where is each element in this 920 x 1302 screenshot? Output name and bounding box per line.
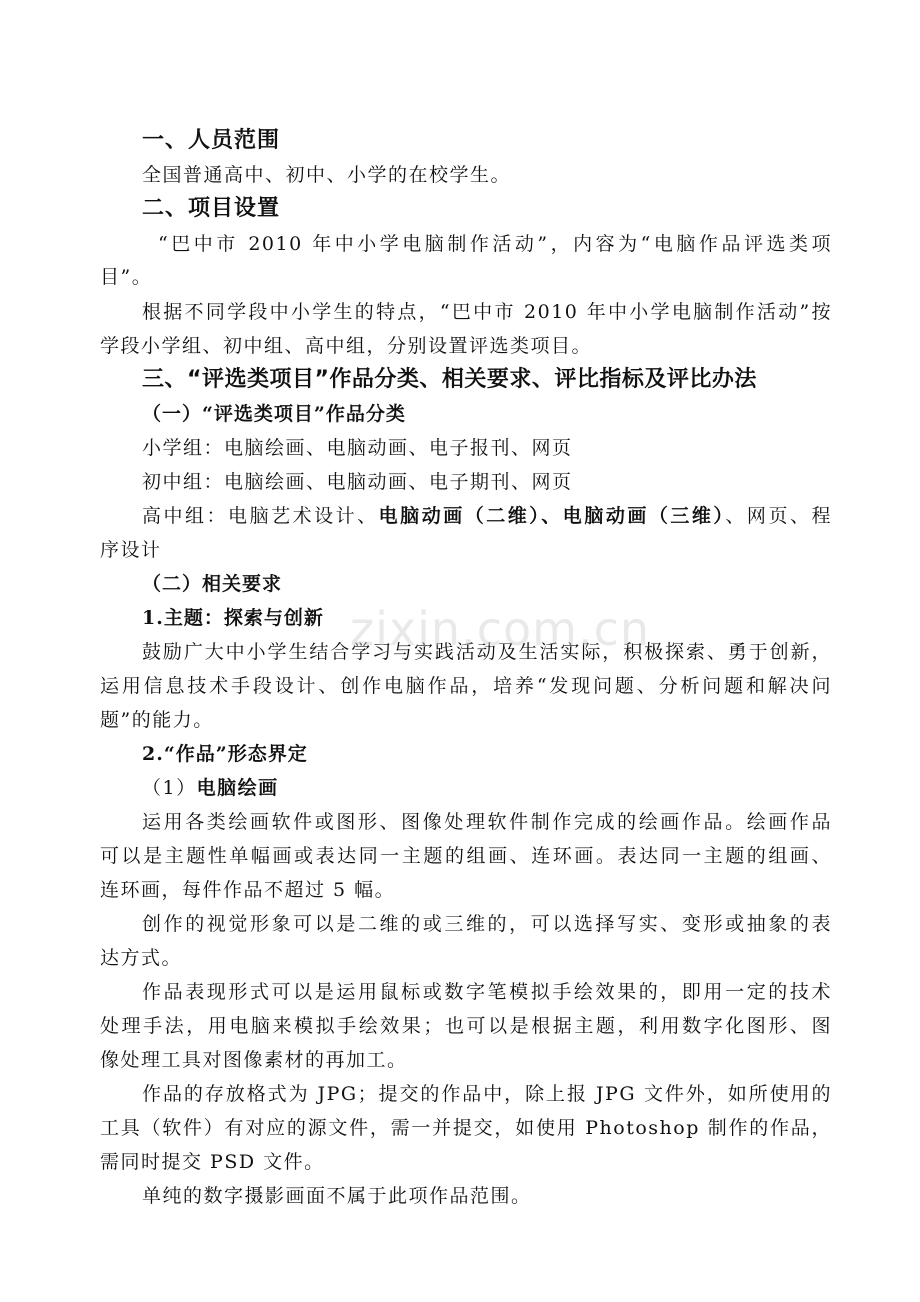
section-heading-categories: 三、“评选类项目”作品分类、相关要求、评比指标及评比办法 bbox=[142, 367, 757, 392]
paragraph-line: 连环画，每件作品不超过 5 幅。 bbox=[100, 879, 396, 901]
subsection-heading-categories: （一）“评选类项目”作品分类 bbox=[142, 403, 406, 425]
category-primary: 小学组：电脑绘画、电脑动画、电子报刊、网页 bbox=[142, 437, 573, 459]
paragraph-line: 作品的存放格式为 JPG；提交的作品中，除上报 JPG 文件外，如所使用的 bbox=[142, 1083, 832, 1105]
paragraph-line: 处理手法，用电脑来模拟手绘效果；也可以是根据主题，利用数字化图形、图 bbox=[100, 1015, 832, 1037]
paragraph-personnel: 全国普通高中、初中、小学的在校学生。 bbox=[142, 164, 512, 186]
paragraph-line: 学段小学组、初中组、高中组，分别设置评选类项目。 bbox=[100, 335, 593, 357]
senior-bold-text: 电脑动画（二维）、电脑动画（三维） bbox=[378, 505, 726, 527]
paragraph-line: 需同时提交 PSD 文件。 bbox=[100, 1151, 325, 1173]
section-heading-personnel: 一、人员范围 bbox=[142, 128, 281, 153]
item-title: 电脑绘画 bbox=[196, 777, 279, 799]
requirement-form-heading: 2.“作品”形态界定 bbox=[142, 743, 308, 765]
requirement-theme-heading: 1.主题：探索与创新 bbox=[142, 607, 324, 629]
paragraph-line: 工具（软件）有对应的源文件，需一并提交，如使用 Photoshop 制作的作品， bbox=[100, 1117, 832, 1139]
paragraph-line: 序设计 bbox=[100, 539, 162, 561]
paragraph-line: 鼓励广大中小学生结合学习与实践活动及生活实际，积极探索、勇于创新， bbox=[142, 641, 832, 663]
paragraph-line: 达方式。 bbox=[100, 947, 183, 969]
paragraph-line: 题”的能力。 bbox=[100, 709, 214, 731]
subsection-heading-requirements: （二）相关要求 bbox=[142, 573, 283, 595]
paragraph-line: “巴中市 2010 年中小学电脑制作活动”，内容为“电脑作品评选类项 bbox=[158, 233, 832, 255]
paragraph-line: 运用各类绘画软件或图形、图像处理软件制作完成的绘画作品。绘画作品 bbox=[142, 811, 832, 833]
paragraph-line: 创作的视觉形象可以是二维的或三维的，可以选择写实、变形或抽象的表 bbox=[142, 913, 832, 935]
paragraph-line: 像处理工具对图像素材的再加工。 bbox=[100, 1049, 408, 1071]
category-junior: 初中组：电脑绘画、电脑动画、电子期刊、网页 bbox=[142, 471, 573, 493]
item-computer-painting-heading bbox=[142, 773, 832, 803]
paragraph-line: 根据不同学段中小学生的特点，“巴中市 2010 年中小学电脑制作活动”按 bbox=[142, 301, 832, 323]
category-senior bbox=[142, 501, 832, 531]
paragraph-line: 运用信息技术手段设计、创作电脑作品，培养“发现问题、分析问题和解决问 bbox=[100, 675, 832, 697]
paragraph-line: 单纯的数字摄影画面不属于此项作品范围。 bbox=[142, 1185, 532, 1207]
senior-text: 高中组：电脑艺术设计、 bbox=[142, 505, 379, 527]
paragraph-line: 目”。 bbox=[100, 266, 153, 288]
paragraph-line: 作品表现形式可以是运用鼠标或数字笔模拟手绘效果的，即用一定的技术 bbox=[142, 981, 832, 1003]
item-number: （1） bbox=[142, 777, 197, 799]
section-heading-projects: 二、项目设置 bbox=[142, 196, 281, 221]
watermark: zixin.com.cn bbox=[350, 602, 651, 656]
senior-text-tail: 、网页、程 bbox=[725, 505, 832, 527]
paragraph-line: 可以是主题性单幅画或表达同一主题的组画、连环画。表达同一主题的组画、 bbox=[100, 845, 832, 867]
